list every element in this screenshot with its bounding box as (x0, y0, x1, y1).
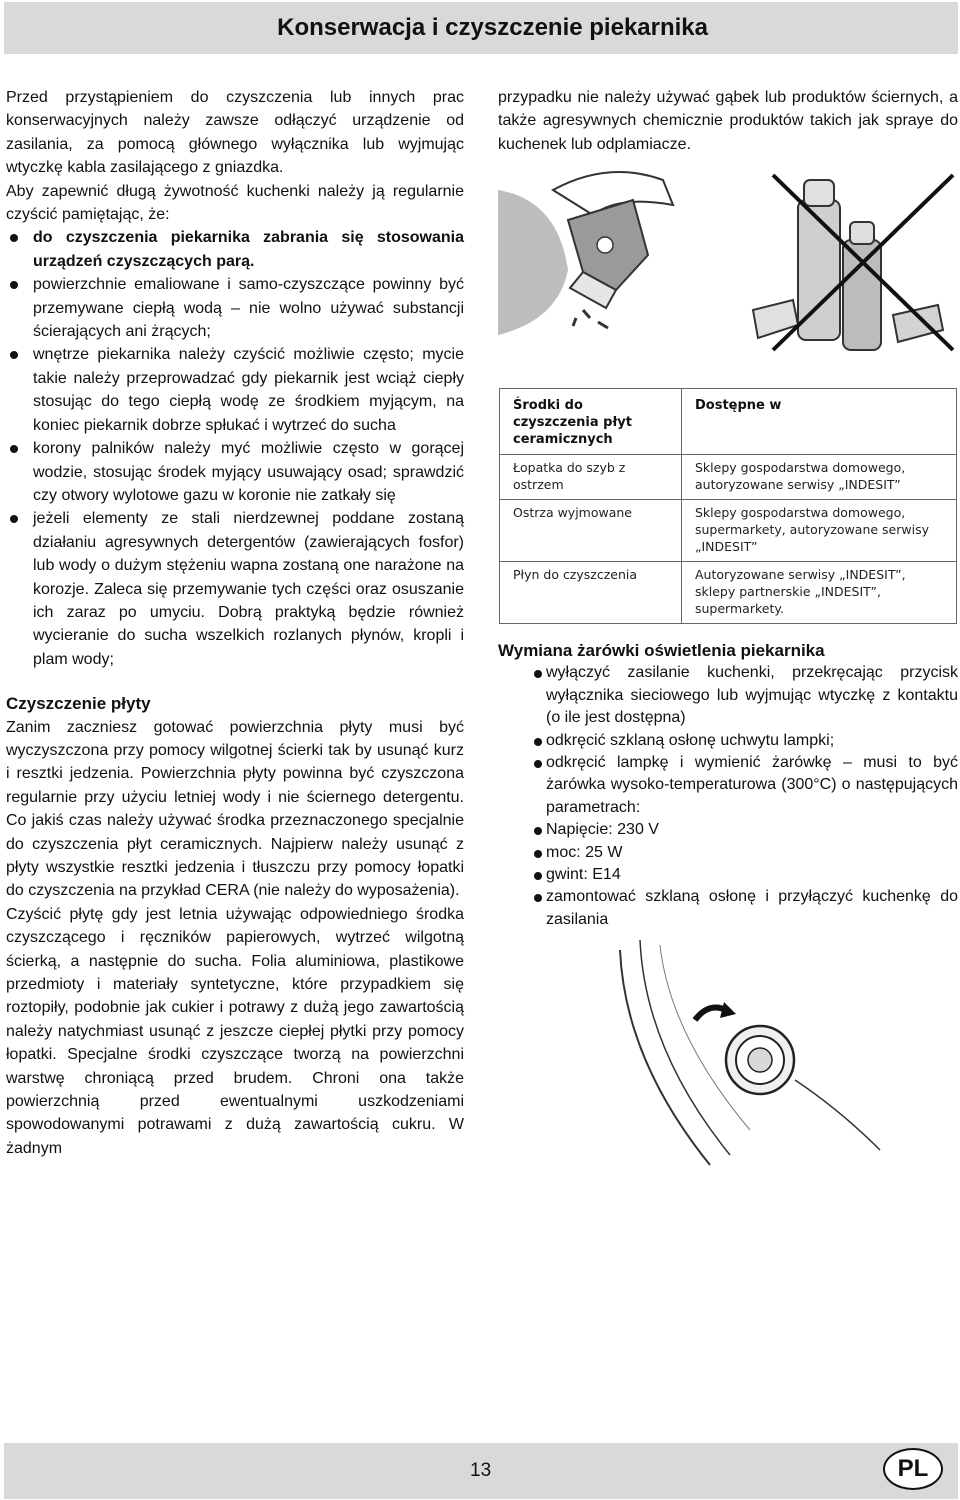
cleaning-products-table (499, 388, 957, 624)
list-item: do czyszczenia piekarnika zabrania się stosowania urządzeń czyszczących parą. (6, 226, 464, 273)
table-cell-where: Sklepy gospodarstwa domowego, autoryzowane serwisy „INDESIT” (682, 455, 957, 500)
list-item: jeżeli elementy ze stali nierdzewnej poddane zostaną działaniu agresywnych detergentów (zawierających fosfor) lub wody o dużym stężeniu wapna zostaną one narażone na korozje. Zaleca się przemywanie tych części oraz osuszanie ich zaraz po umyciu. Dobrą praktyką będzie również wycieranie do sucha wszelkich rozlanych płynów, kropli i plam wody; (6, 507, 464, 671)
language-badge: PL (883, 1448, 943, 1490)
cleaning-products-illustration (498, 160, 958, 370)
table-row (500, 500, 957, 562)
list-item: zamontować szklaną osłonę i przyłączyć kuchenkę do zasilania (498, 886, 958, 931)
table-row (500, 562, 957, 624)
list-item: odkręcić lampkę i wymienić żarówkę – musi to być żarówka wysoko-temperaturowa (300°C) o następujących parametrach: (498, 752, 958, 819)
lamp-replacement-section (498, 640, 958, 931)
table-header-available: Dostępne w (682, 389, 957, 455)
table-cell-product: Ostrza wyjmowane (500, 500, 682, 562)
hob-paragraph-1: Zanim zaczniesz gotować powierzchnia płyty musi być wyczyszczona przy pomocy wilgotnej ścierki tak by usunąć kurz i resztki jedzenia. Powierzchnia płyty powinna być czyszczona regularnie przy użyciu letniej wody i nie ściernego detergentu. Co jakiś czas należy używać środka przeznaczonego specjalnie do czyszczenia płyt ceramicznych. Najpierw należy usunąć z płyty wszystkie resztki jedzenia i tłuszczu przy pomocy łopatki do czyszczenia na przykład CERA (nie należy do wyposażenia). (6, 718, 464, 900)
list-item: wyłączyć zasilanie kuchenki, przekręcając przycisk wyłącznika sieciowego lub wyjmując wtyczkę z kontaktu (o ile jest dostępna) (498, 662, 958, 729)
list-item: korony palników należy myć możliwie często w gorącej wodzie, stosując środek myjący usuwający osad; sprawdzić czy otwory wylotowe gazu w koronie nie zatkały się (6, 437, 464, 507)
left-column (6, 86, 464, 1160)
intro-paragraph-2: Aby zapewnić długą żywotność kuchenki należy ją regularnie czyścić pamiętając, że: (6, 182, 464, 224)
lamp-steps-list (498, 662, 958, 931)
care-list (6, 226, 464, 671)
list-item: wnętrze piekarnika należy czyścić możliwie często; mycie takie należy przeprowadzać gdy piekarnik jest wciąż ciepły stosując do tego ciepłą wodę ze środkiem myjącym, na koniec piekarnik dobrze spłukać i wytrzeć do sucha (6, 343, 464, 437)
table-cell-where: Sklepy gospodarstwa domowego, supermarkety, autoryzowane serwisy „INDESIT” (682, 500, 957, 562)
lamp-heading: Wymiana żarówki oświetlenia piekarnika (498, 641, 825, 660)
table-header-products: Środki do czyszczenia płyt ceramicznych (500, 389, 682, 455)
list-item: powierzchnie emaliowane i samo-czyszczące powinny być przemywane ciepłą wodą – nie wolno używać substancji ścierających ani żrących; (6, 273, 464, 343)
continuation-paragraph: przypadku nie należy używać gąbek lub produktów ściernych, a także agresywnych chemicznie produktów takich jak spraye do kuchenek lub odplamiacze. (498, 89, 958, 153)
hob-cleaning-heading: Czyszczenie płyty (6, 694, 151, 714)
table-row (500, 455, 957, 500)
list-item: odkręcić szklaną osłonę uchwytu lampki; (498, 730, 958, 752)
right-column (498, 86, 958, 156)
intro-paragraph: Przed przystąpieniem do czyszczenia lub innych prac konserwacyjnych należy zawsze odłączyć urządzenie od zasilania, za pomocą głównego wyłącznika lub wyjmując wtyczkę kabla zasilającego z gniazdka. (6, 89, 464, 177)
list-item: Napięcie: 230 V (498, 819, 958, 841)
page-footer (4, 1443, 958, 1499)
page-title: Konserwacja i czyszczenie piekarnika (277, 14, 708, 41)
list-item: moc: 25 W (498, 842, 958, 864)
page-header (4, 2, 958, 54)
hob-paragraph-2: Czyścić płytę gdy jest letnia używając odpowiedniego środka czyszczącego i ręczników papierowych, wytrzeć wilgotną ścierką, a następnie do sucha. Folia aluminiowa, plastikowe przedmioty i materiały syntetyczne, które przypadkiem się roztopiły, podobnie jak cukier i potrawy z dużą jego zawartością należy natychmiast usunąć z jeszcze ciepłej płytki przy pomocy łopatki. Specjalne środki czyszczące tworzą na powierzchni warstwę chroniącą przed brudem. Chroni ona także powierzchnią przed ewentualnymi uszkodzeniami spowodowanymi potrawami z dużą zawartością cukru. W żadnym (6, 905, 464, 1157)
oven-lamp-illustration (600, 940, 900, 1170)
page-number: 13 (470, 1460, 492, 1481)
list-item: gwint: E14 (498, 864, 958, 886)
table-cell-product: Łopatka do szyb z ostrzem (500, 455, 682, 500)
table-header-row (500, 389, 957, 455)
table-cell-product: Płyn do czyszczenia (500, 562, 682, 624)
table-cell-where: Autoryzowane serwisy „INDESIT”, sklepy partnerskie „INDESIT”, supermarkety. (682, 562, 957, 624)
